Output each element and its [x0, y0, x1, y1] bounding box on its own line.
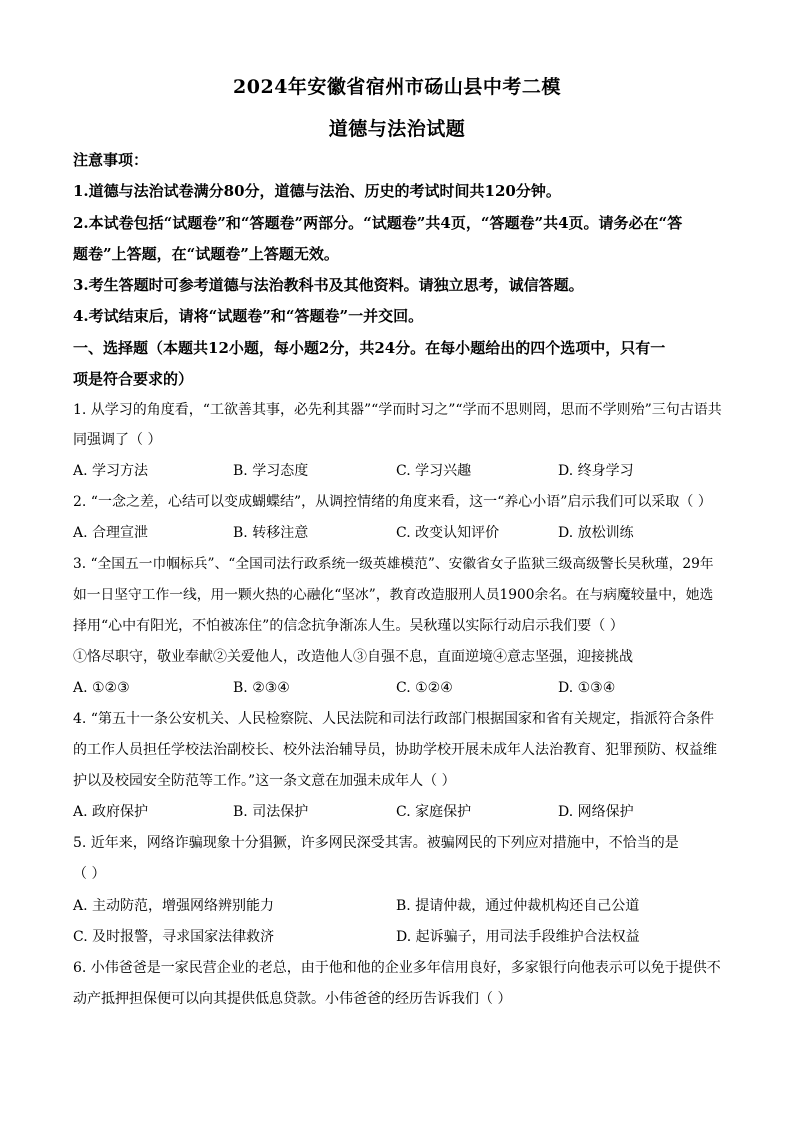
note-1: 1.道德与法治试卷满分80分，道德与法治、历史的考试时间共120分钟。 — [73, 182, 561, 200]
question-6-line-2: 动产抵押担保便可以向其提供低息贷款。小伟爸爸的经历告诉我们（ ） — [73, 991, 512, 1007]
question-5-option-d: D. 起诉骗子，用司法手段维护合法权益 — [396, 929, 640, 945]
question-3-option-a: A. ①②③ — [73, 680, 130, 696]
question-5-line-2: （ ） — [73, 866, 106, 882]
note-4: 4.考试结束后，请将“试题卷”和“答题卷”一并交回。 — [73, 307, 424, 325]
question-1-option-d: D. 终身学习 — [558, 463, 634, 479]
section-heading-line-1: 一、选择题（本题共12小题，每小题2分，共24分。在每小题给出的四个选项中，只有一 — [73, 339, 666, 357]
question-1-line-2: 同强调了（ ） — [73, 432, 162, 448]
question-4-line-2: 的工作人员担任学校法治副校长、校外法治辅导员，协助学校开展未成年人法治教育、犯罪预防、权益维 — [73, 742, 717, 758]
note-2-line-1: 2.本试卷包括“试题卷”和“答题卷”两部分。“试题卷”共4页，“答题卷”共4页。请务必在“答 — [73, 214, 683, 232]
question-3-option-b: B. ②③④ — [233, 680, 290, 696]
question-5-option-c: C. 及时报警，寻求国家法律救济 — [73, 929, 275, 945]
question-1-option-b: B. 学习态度 — [233, 463, 309, 479]
question-3-line-3: 择用“心中有阳光，不怕被冻住”的信念抗争渐冻人生。吴秋瑾以实际行动启示我们要（ ） — [73, 618, 624, 634]
question-3-line-1: 3. “全国五一巾帼标兵”、“全国司法行政系统一级英雄模范”、安徽省女子监狱三级高级警长吴秋瑾，29年 — [73, 556, 714, 572]
question-6-line-1: 6. 小伟爸爸是一家民营企业的老总，由于他和他的企业多年信用良好，多家银行向他表示可以免于提供不 — [73, 960, 721, 976]
question-5-option-b: B. 提请仲裁，通过仲裁机构还自己公道 — [396, 898, 640, 914]
note-3: 3.考生答题时可参考道德与法治教科书及其他资料。请独立思考，诚信答题。 — [73, 276, 584, 294]
question-5-option-a: A. 主动防范，增强网络辨别能力 — [73, 898, 275, 914]
question-3-line-4: ①恪尽职守，敬业奉献②关爱他人，改造他人③自强不息，直面逆境④意志坚强，迎接挑战 — [73, 649, 633, 665]
question-2-option-c: C. 改变认知评价 — [396, 525, 500, 541]
question-1-line-1: 1. 从学习的角度看，“工欲善其事，必先利其器”“学而时习之”“学而不思则罔，思而不学则殆”三句古语共 — [73, 402, 722, 418]
question-5-line-1: 5. 近年来，网络诈骗现象十分猖獗，许多网民深受其害。被骗网民的下列应对措施中，不恰当的是 — [73, 835, 679, 851]
question-2-option-d: D. 放松训练 — [558, 525, 634, 541]
question-3-option-c: C. ①②④ — [396, 680, 453, 696]
question-1-option-c: C. 学习兴趣 — [396, 463, 472, 479]
question-2-option-a: A. 合理宣泄 — [73, 525, 149, 541]
question-4-option-a: A. 政府保护 — [73, 804, 149, 820]
question-4-option-c: C. 家庭保护 — [396, 804, 472, 820]
notes-heading: 注意事项： — [73, 151, 149, 169]
note-2-line-2: 题卷”上答题，在“试题卷”上答题无效。 — [73, 245, 339, 263]
exam-subtitle: 道德与法治试题 — [328, 118, 466, 140]
question-1-option-a: A. 学习方法 — [73, 463, 149, 479]
question-2-option-b: B. 转移注意 — [233, 525, 309, 541]
question-2-line-1: 2. “一念之差，心结可以变成蝴蝶结”，从调控情绪的角度来看，这一“养心小语”启示我们可以采取（ ） — [73, 494, 712, 510]
question-4-line-1: 4. “第五十一条公安机关、人民检察院、人民法院和司法行政部门根据国家和省有关规定，指派符合条件 — [73, 711, 714, 727]
section-heading-line-2: 项是符合要求的） — [73, 370, 194, 388]
question-4-option-b: B. 司法保护 — [233, 804, 309, 820]
question-4-line-3: 护以及校园安全防范等工作。”这一条文意在加强未成年人（ ） — [73, 773, 456, 789]
question-3-option-d: D. ①③④ — [558, 680, 616, 696]
exam-title: 2024年安徽省宿州市砀山县中考二模 — [233, 76, 561, 98]
question-4-option-d: D. 网络保护 — [558, 804, 634, 820]
question-3-line-2: 如一日坚守工作一线，用一颗火热的心融化“坚冰”，教育改造服刑人员1900余名。在与病魔较量中，她选 — [73, 587, 714, 603]
